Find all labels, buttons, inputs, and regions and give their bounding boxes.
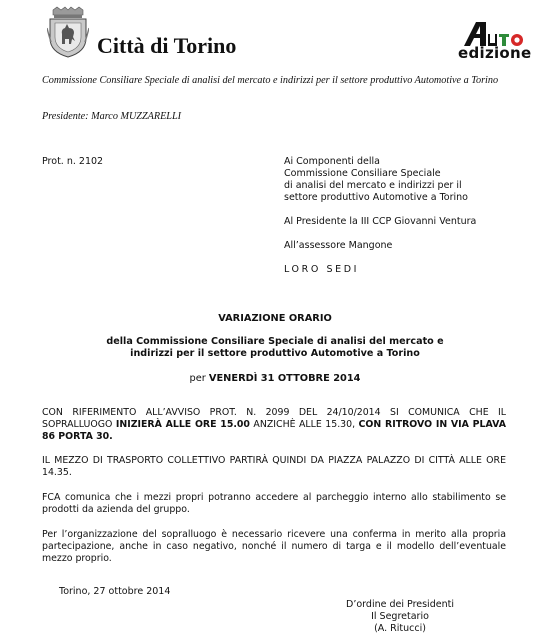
logo-edizione-text: edizione — [458, 44, 532, 62]
recipient-assessore: All’assessore Mangone — [284, 240, 393, 251]
place-and-date: Torino, 27 ottobre 2014 — [59, 586, 171, 597]
document-subtitle — [70, 336, 480, 360]
president-line: Presidente: Marco MUZZARELLI — [42, 111, 182, 122]
signature-line: D’ordine dei Presidenti — [346, 599, 454, 610]
paragraph-text: CON RIFERIMENTO ALL’AVVISO PROT. N. 2099 DEL 24/10/2014 SI COMUNICA CHE IL SOPRALLUOGO — [42, 407, 506, 430]
city-crest-icon — [47, 6, 89, 58]
date-prefix: per — [189, 373, 206, 384]
recipient-line: Ai Componenti della — [284, 156, 380, 167]
paragraph-confirmation: Per l’organizzazione del sopralluogo è necessario ricevere una conferma in merito alla propria partecipazione, anche in caso negativo, nonché il numero di targa e il modello dell’eventuale mezzo proprio. — [42, 529, 506, 564]
city-title: Città di Torino — [97, 33, 237, 58]
recipient-loro-sedi: LORO SEDI — [284, 264, 360, 275]
paragraph-schedule-change — [42, 407, 506, 442]
subtitle-line: della Commissione Consiliare Speciale di analisi del mercato e — [106, 336, 444, 347]
protocol-number: Prot. n. 2102 — [42, 156, 104, 167]
recipients-block — [284, 156, 534, 276]
date-value: VENERDÌ 31 OTTOBRE 2014 — [208, 373, 361, 384]
start-time-bold: INIZIERÀ ALLE ORE 15.00 — [115, 418, 250, 430]
signature-line: Il Segretario — [371, 611, 429, 622]
paragraph-text: ANZICHÈ ALLE 15.30, — [253, 418, 356, 430]
recipient-line: di analisi del mercato e indirizzi per il — [284, 180, 462, 191]
meeting-date — [0, 373, 550, 384]
signature-block — [300, 599, 500, 635]
paragraph-parking: FCA comunica che i mezzi propri potranno accedere al parcheggio interno allo stabilimento se prodotti da azienda del gruppo. — [42, 492, 506, 515]
signature-line: (A. Ritucci) — [374, 623, 426, 634]
recipient-line: settore produttivo Automotive a Torino — [284, 192, 468, 203]
document-title: VARIAZIONE ORARIO — [218, 313, 332, 324]
subtitle-line: indirizzi per il settore produttivo Automotive a Torino — [130, 348, 420, 359]
commission-line: Commissione Consiliare Speciale di analisi del mercato e indirizzi per il settore produttivo Automotive a Torino — [42, 75, 499, 86]
recipient-line: Commissione Consiliare Speciale — [284, 168, 441, 179]
paragraph-transport: IL MEZZO DI TRASPORTO COLLETTIVO PARTIRÀ QUINDI DA PIAZZA PALAZZO DI CITTÀ ALLE ORE 14.35. — [42, 455, 506, 478]
meeting-point-bold: CON RITROVO IN VIA PLAVA 86 PORTA 30. — [42, 418, 506, 442]
recipient-president: Al Presidente la III CCP Giovanni Ventura — [284, 216, 477, 227]
